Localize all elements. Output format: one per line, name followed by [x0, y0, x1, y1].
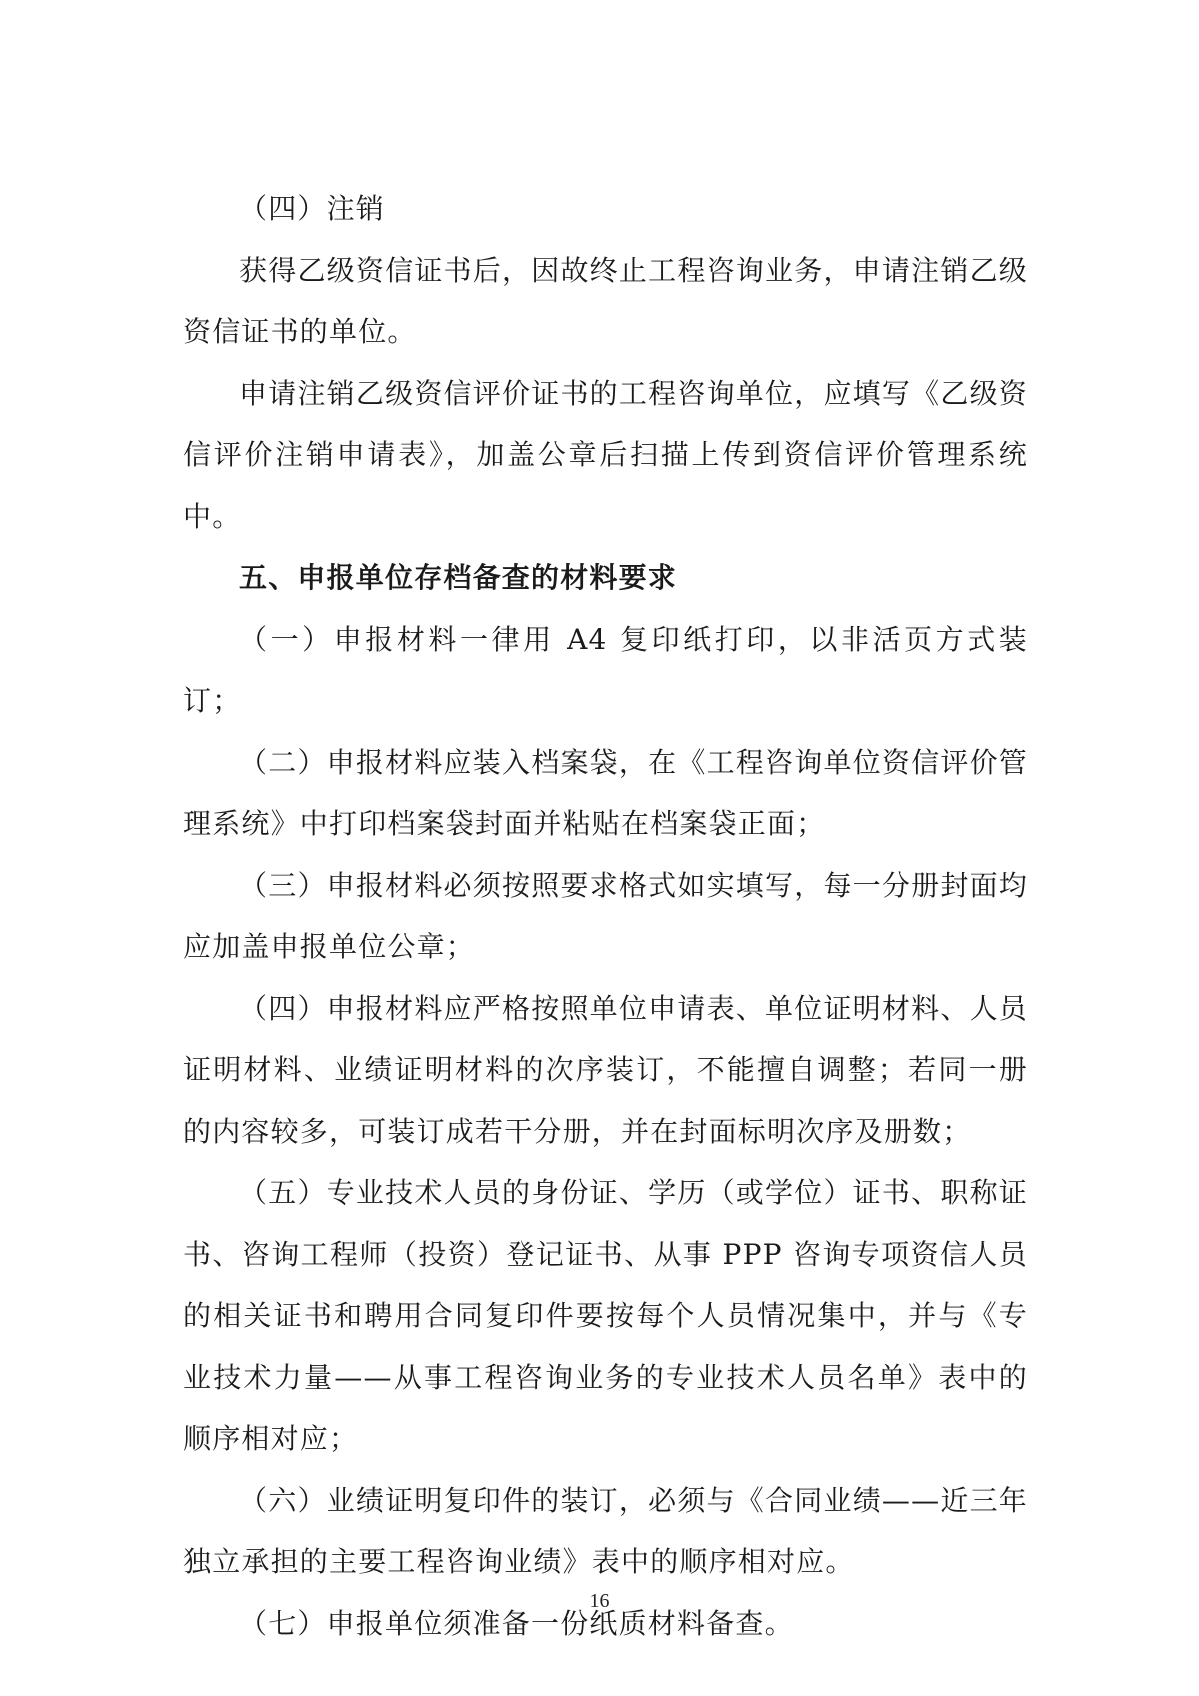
- requirement-item-7: （七）申报单位须准备一份纸质材料备查。: [239, 1606, 794, 1640]
- paragraph-cancellation-procedure: 申请注销乙级资信评价证书的工程咨询单位，应填写《乙级资信评价注销申请表》，加盖公章后扫描上传到资信评价管理系统中。: [183, 376, 1028, 533]
- requirement-item-2: （二）申报材料应装入档案袋，在《工程咨询单位资信评价管理系统》中打印档案袋封面并粘贴在档案袋正面；: [183, 745, 1028, 840]
- requirement-item-6: （六）业绩证明复印件的装订，必须与《合同业绩——近三年独立承担的主要工程咨询业绩》表中的顺序相对应。: [183, 1483, 1028, 1578]
- section-heading-archive-requirements: 五、申报单位存档备查的材料要求: [239, 561, 678, 594]
- page-number: 16: [589, 1590, 610, 1612]
- requirement-item-1: （一）申报材料一律用 A4 复印纸打印，以非活页方式装订；: [183, 622, 1028, 717]
- requirement-item-3: （三）申报材料必须按照要求格式如实填写，每一分册封面均应加盖申报单位公章；: [183, 868, 1028, 963]
- document-body: [183, 178, 1028, 1654]
- requirement-item-4: （四）申报材料应严格按照单位申请表、单位证明材料、人员证明材料、业绩证明材料的次序装订，不能擅自调整；若同一册的内容较多，可装订成若干分册，并在封面标明次序及册数；: [183, 991, 1028, 1148]
- requirement-item-5: （五）专业技术人员的身份证、学历（或学位）证书、职称证书、咨询工程师（投资）登记证书、从事 PPP 咨询专项资信人员的相关证书和聘用合同复印件要按每个人员情况集中，并与《专业技术力量——从事工程咨询业务的专业技术人员名单》表中的顺序相对应；: [183, 1176, 1028, 1455]
- paragraph-cancellation-condition: 获得乙级资信证书后，因故终止工程咨询业务，申请注销乙级资信证书的单位。: [183, 253, 1028, 348]
- section-heading-cancellation: （四）注销: [239, 192, 386, 225]
